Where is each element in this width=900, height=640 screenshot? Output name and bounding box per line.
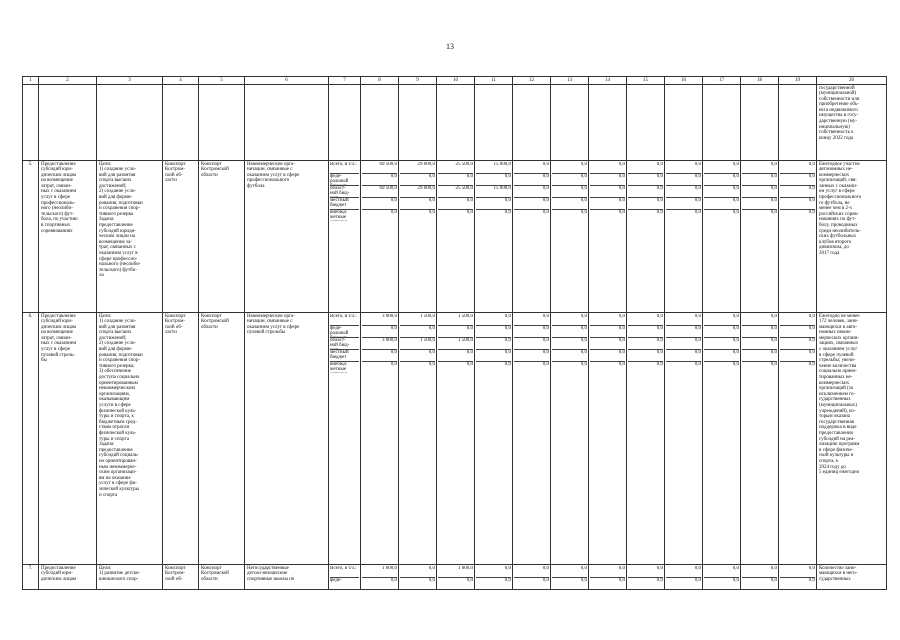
amount-value: 0,0: [808, 577, 815, 583]
amount-value: 0,0: [514, 350, 549, 362]
amount-value: 0,0: [552, 162, 587, 174]
header-cell-18: 18: [741, 77, 779, 85]
amount-value: 0,0: [514, 338, 549, 350]
header-cell-17: 17: [703, 77, 741, 85]
amount-value: 0,0: [704, 566, 739, 578]
amount-value: 25 500,0: [438, 186, 473, 198]
amount-value: 0,0: [742, 338, 777, 350]
responsible-executor: Комспорт Костром- ской об- ласти: [163, 313, 199, 565]
participants: Негосударственные детско-юношеские спортивные школы по: [245, 565, 329, 590]
amount-value: 0,0: [542, 577, 549, 583]
amount-value: 0,0: [466, 209, 473, 215]
amount-value: 0,0: [704, 174, 739, 186]
amount-value: 0,0: [666, 338, 701, 350]
amount-value: 0,0: [704, 162, 739, 174]
funding-source-label: феде-: [330, 577, 342, 583]
empty-cell: [23, 85, 39, 161]
amount-value: 0,0: [390, 209, 397, 215]
amount-value: 0,0: [466, 361, 473, 367]
amount-value: 29 000,0: [400, 162, 435, 174]
funding-source-label: внебюд- жетные: [330, 209, 348, 220]
amount-value: 0,0: [552, 338, 587, 350]
amount-value: 1 500,0: [400, 338, 435, 350]
amount-value: 0,0: [552, 186, 587, 198]
amount-value: 0,0: [400, 566, 435, 578]
header-cell-9: 9: [399, 77, 437, 85]
amount-cell: [703, 565, 741, 590]
amount-value: 0,0: [628, 186, 663, 198]
amount-value: 0,0: [400, 198, 435, 210]
amount-value: 0,0: [476, 338, 511, 350]
amount-value: 69 500,0: [362, 186, 397, 198]
amount-value: 0,0: [438, 350, 473, 362]
amount-value: 0,0: [770, 209, 777, 215]
participants: Некоммерческие орга- низации, связанные с оказанием услуг в сфере профессионального футбола: [245, 161, 329, 313]
amount-value: 0,0: [362, 174, 397, 186]
amount-value: 0,0: [542, 209, 549, 215]
empty-cell: [245, 85, 329, 161]
amount-value: 0,0: [628, 198, 663, 210]
empty-cell: [703, 85, 741, 161]
amount-cell: [361, 565, 399, 590]
amount-value: 0,0: [514, 198, 549, 210]
amount-value: 0,0: [580, 361, 587, 367]
funding-source-label: област- ной бюд-: [330, 186, 359, 198]
amount-value: 0,0: [618, 209, 625, 215]
amount-value: 0,0: [656, 577, 663, 583]
amount-value: 0,0: [514, 314, 549, 326]
coexecutor: Комспорт Костромской области: [199, 161, 245, 313]
header-cell-19: 19: [779, 77, 817, 85]
amount-cell: [513, 565, 551, 590]
amount-value: 0,0: [742, 314, 777, 326]
amount-cell: [475, 313, 513, 565]
amount-value: 0,0: [694, 577, 701, 583]
amount-value: 0,0: [514, 162, 549, 174]
funding-source-label: внебюд- жетные: [330, 361, 348, 372]
amount-value: 0,0: [504, 209, 511, 215]
amount-value: 0,0: [542, 361, 549, 367]
amount-cell: [741, 565, 779, 590]
empty-cell: [627, 85, 665, 161]
amount-value: 0,0: [742, 162, 777, 174]
empty-cell: [475, 85, 513, 161]
amount-value: 0,0: [628, 338, 663, 350]
amount-value: 0,0: [742, 198, 777, 210]
responsible-executor: Комспорт Костром- ской об-: [163, 565, 199, 590]
amount-cell: [589, 161, 627, 313]
amount-value: 1 500,0: [438, 338, 473, 350]
amount-value: 0,0: [704, 314, 739, 326]
amount-value: 0,0: [476, 350, 511, 362]
amount-value: 0,0: [666, 186, 701, 198]
expected-result: Количество зани- мающихся в него- сударственных: [817, 565, 887, 590]
amount-value: 0,0: [466, 577, 473, 583]
amount-value: 0,0: [590, 566, 625, 578]
budget-table: [22, 76, 887, 590]
amount-value: 0,0: [780, 338, 815, 350]
amount-cell: [589, 313, 627, 565]
amount-value: 0,0: [618, 577, 625, 583]
coexecutor: Комспорт Костромской области: [199, 565, 245, 590]
funding-source-label: феде- ральный: [330, 174, 359, 186]
amount-cell: [627, 565, 665, 590]
amount-value: 0,0: [628, 350, 663, 362]
amount-cell: [475, 161, 513, 313]
header-cell-10: 10: [437, 77, 475, 85]
amount-cell: [399, 565, 437, 590]
amount-value: 0,0: [552, 198, 587, 210]
header-cell-6: 6: [245, 77, 329, 85]
table-row: [23, 313, 887, 565]
empty-cell: [97, 85, 163, 161]
amount-cell: [551, 565, 589, 590]
amount-value: 0,0: [504, 577, 511, 583]
amount-cell: [779, 161, 817, 313]
amount-value: 0,0: [390, 361, 397, 367]
amount-value: 0,0: [552, 350, 587, 362]
amount-value: 1 500,0: [400, 314, 435, 326]
amount-value: 0,0: [362, 350, 397, 362]
amount-cell: [627, 161, 665, 313]
amount-value: 0,0: [742, 174, 777, 186]
participants: Некоммерческие орга- низации, связанные с оказанием услуг в сфере пулевой стрельбы: [245, 313, 329, 565]
amount-value: 0,0: [504, 361, 511, 367]
amount-value: 0,0: [732, 361, 739, 367]
header-cell-7: 7: [329, 77, 361, 85]
amount-value: 0,0: [580, 577, 587, 583]
amount-value: 0,0: [666, 350, 701, 362]
empty-cell: [589, 85, 627, 161]
amount-value: 0,0: [590, 314, 625, 326]
header-cell-8: 8: [361, 77, 399, 85]
amount-value: 0,0: [476, 314, 511, 326]
empty-cell: [513, 85, 551, 161]
amount-value: 0,0: [742, 326, 777, 338]
amount-value: 0,0: [780, 198, 815, 210]
amount-value: 0,0: [438, 326, 473, 338]
measure-name: Предоставление субсидий юри- дическим лицам: [39, 565, 97, 590]
amount-value: 0,0: [476, 566, 511, 578]
amount-value: 0,0: [694, 361, 701, 367]
amount-value: 1 000,0: [362, 566, 397, 578]
amount-value: 0,0: [704, 338, 739, 350]
funding-source-label: Всего, в т.ч.:: [330, 566, 359, 578]
empty-cell: [437, 85, 475, 161]
amount-value: 0,0: [770, 577, 777, 583]
header-cell-11: 11: [475, 77, 513, 85]
goal-text: Цели: 1) создание усло- вий для развития спорта высших достижений; 2) создание усло- вий для форми- рования, подготовки и сохранения спор- тивного резерва Задача: предоставление субсидий юриди- ческим лицам на возмещение за- трат, связанных с оказанием услуг в сфере профессио- нального (неолиби- тельского) футбо- ла: [97, 161, 163, 313]
amount-value: 0,0: [428, 361, 435, 367]
funding-sources: [329, 161, 361, 313]
header-cell-12: 12: [513, 77, 551, 85]
amount-value: 0,0: [438, 174, 473, 186]
funding-source-label: област- ной бюд-: [330, 338, 359, 350]
amount-value: 0,0: [808, 209, 815, 215]
amount-value: 0,0: [400, 326, 435, 338]
funding-source-label: Всего, в т.ч.:: [330, 314, 359, 326]
amount-value: 0,0: [780, 162, 815, 174]
amount-value: 0,0: [628, 566, 663, 578]
amount-value: 0,0: [780, 174, 815, 186]
header-cell-2: 2: [39, 77, 97, 85]
empty-cell: [665, 85, 703, 161]
amount-value: 1 500,0: [438, 314, 473, 326]
amount-value: 0,0: [390, 577, 397, 583]
amount-value: 0,0: [400, 174, 435, 186]
amount-value: 0,0: [742, 566, 777, 578]
measure-name: Предоставление субсидий юри- дическим лицам на возмещение затрат, связан- ных с оказанием услуг в сфере пулевой стрель- бы: [39, 313, 97, 565]
amount-value: 0,0: [590, 186, 625, 198]
amount-value: 0,0: [400, 350, 435, 362]
amount-cell: [703, 313, 741, 565]
amount-value: 0,0: [618, 361, 625, 367]
amount-value: 0,0: [780, 350, 815, 362]
amount-value: 1 000,0: [438, 566, 473, 578]
amount-value: 0,0: [362, 326, 397, 338]
funding-source-label: Всего, в т.ч.:: [330, 162, 359, 174]
amount-cell: [437, 313, 475, 565]
amount-value: 0,0: [628, 174, 663, 186]
expected-result: Ежегодно не менее 172 человек, зани- мающихся в авто- номных неком- мерческих органи- зациях, связанных с оказанием услуг в сфере пулевой стрельбы; увели- чение количества социально ориен- тированных не- коммерческих организаций (за исключением го- сударственных (муниципальных) учреждений), ко- торым оказана государственная поддержка в виде предоставления субсидий на реа- лизацию программ в сфере физиче- ской культуры и спорта, к 2024 году до 5 единиц ежегодно: [817, 313, 887, 565]
measure-name: Предоставление субсидий юри- дическим лицам на возмещение затрат, связан- ных с оказанием услуг в сфере профессиональ- ного (неолиби- тельского) фут- бола, по участию в спортивных соревнованиях: [39, 161, 97, 313]
amount-cell: [589, 565, 627, 590]
amount-value: 0,0: [666, 162, 701, 174]
amount-cell: [513, 313, 551, 565]
amount-value: 25 500,0: [438, 162, 473, 174]
amount-value: 0,0: [476, 174, 511, 186]
amount-value: 3 000,0: [362, 338, 397, 350]
amount-value: 0,0: [590, 174, 625, 186]
amount-value: 29 000,0: [400, 186, 435, 198]
page-number: 13: [446, 42, 454, 51]
amount-cell: [551, 313, 589, 565]
amount-value: 0,0: [514, 174, 549, 186]
amount-value: 0,0: [780, 314, 815, 326]
amount-value: 0,0: [428, 577, 435, 583]
empty-cell: [399, 85, 437, 161]
row-number: 6.: [23, 313, 39, 565]
amount-cell: [475, 565, 513, 590]
amount-value: 0,0: [666, 566, 701, 578]
amount-value: 0,0: [590, 162, 625, 174]
amount-cell: [665, 161, 703, 313]
amount-value: 0,0: [552, 174, 587, 186]
header-cell-5: 5: [199, 77, 245, 85]
amount-value: 0,0: [732, 209, 739, 215]
empty-cell: [779, 85, 817, 161]
amount-cell: [779, 565, 817, 590]
empty-cell: [551, 85, 589, 161]
empty-cell: [329, 85, 361, 161]
amount-value: 0,0: [514, 326, 549, 338]
amount-value: 15 000,0: [476, 162, 511, 174]
amount-value: 3 000,0: [362, 314, 397, 326]
amount-value: 0,0: [590, 338, 625, 350]
amount-value: 0,0: [780, 326, 815, 338]
empty-cell: [361, 85, 399, 161]
amount-value: 0,0: [476, 326, 511, 338]
amount-cell: [665, 313, 703, 565]
amount-cell: [779, 313, 817, 565]
amount-value: 0,0: [808, 361, 815, 367]
amount-cell: [513, 161, 551, 313]
row-number: 7.: [23, 565, 39, 590]
empty-cell: [741, 85, 779, 161]
header-cell-20: 20: [817, 77, 887, 85]
funding-source-label: феде- ральный: [330, 326, 359, 338]
amount-value: 0,0: [580, 209, 587, 215]
amount-value: 0,0: [732, 577, 739, 583]
amount-cell: [627, 313, 665, 565]
header-cell-15: 15: [627, 77, 665, 85]
amount-value: 0,0: [514, 566, 549, 578]
amount-cell: [399, 161, 437, 313]
amount-value: 0,0: [590, 198, 625, 210]
amount-cell: [399, 313, 437, 565]
amount-cell: [437, 565, 475, 590]
header-cell-4: 4: [163, 77, 199, 85]
amount-value: 0,0: [742, 350, 777, 362]
amount-value: 0,0: [666, 198, 701, 210]
amount-value: 0,0: [656, 361, 663, 367]
amount-value: 0,0: [438, 198, 473, 210]
amount-cell: [361, 161, 399, 313]
funding-source-label: местный бюджет: [330, 350, 359, 362]
header-row: [23, 77, 887, 85]
funding-source-label: местный бюджет: [330, 198, 359, 210]
amount-value: 0,0: [428, 209, 435, 215]
amount-value: 0,0: [362, 198, 397, 210]
header-cell-14: 14: [589, 77, 627, 85]
responsible-executor: Комспорт Костром- ской об- ласти: [163, 161, 199, 313]
amount-cell: [703, 161, 741, 313]
amount-value: 0,0: [780, 566, 815, 578]
amount-value: 0,0: [666, 174, 701, 186]
amount-value: 0,0: [666, 314, 701, 326]
amount-value: 0,0: [514, 186, 549, 198]
header-cell-16: 16: [665, 77, 703, 85]
amount-value: 0,0: [704, 198, 739, 210]
amount-value: 0,0: [552, 326, 587, 338]
empty-cell: [39, 85, 97, 161]
empty-cell: [199, 85, 245, 161]
continuation-note: государственной (муниципальной) собственности или приобретение объ- екта недвижимого имущества в госу- дарственную (му- ниципальную) собственность к концу 2022 года: [817, 85, 887, 161]
amount-value: 0,0: [704, 350, 739, 362]
funding-sources: [329, 313, 361, 565]
amount-cell: [437, 161, 475, 313]
amount-cell: [741, 161, 779, 313]
amount-value: 15 000,0: [476, 186, 511, 198]
table-row: [23, 161, 887, 313]
amount-value: 0,0: [628, 162, 663, 174]
amount-value: 0,0: [704, 326, 739, 338]
header-cell-3: 3: [97, 77, 163, 85]
amount-value: 0,0: [770, 361, 777, 367]
amount-cell: [551, 161, 589, 313]
amount-value: 0,0: [628, 314, 663, 326]
expected-result: Ежегодное участие автономных не- коммерческих организаций, свя- занных с оказани- ем услуг в сфере профессионального го футбола, не менее чем в 2-х российских сорев- нованиях по фут- болу, проводимых среди неолибитель- ских футбольных клубов второго дивизиона, до 2017 года: [817, 161, 887, 313]
amount-value: 0,0: [552, 566, 587, 578]
amount-value: 0,0: [780, 186, 815, 198]
header-cell-1: 1: [23, 77, 39, 85]
row-number: 5.: [23, 161, 39, 313]
amount-value: 0,0: [666, 326, 701, 338]
funding-sources: [329, 565, 361, 590]
amount-cell: [665, 565, 703, 590]
amount-value: 0,0: [552, 314, 587, 326]
coexecutor: Комспорт Костромской области: [199, 313, 245, 565]
amount-value: 0,0: [590, 326, 625, 338]
empty-cell: [163, 85, 199, 161]
continuation-row: [23, 85, 887, 161]
amount-cell: [741, 313, 779, 565]
amount-value: 0,0: [742, 186, 777, 198]
amount-cell: [361, 313, 399, 565]
amount-value: 0,0: [476, 198, 511, 210]
amount-value: 69 500,0: [362, 162, 397, 174]
amount-value: 0,0: [628, 326, 663, 338]
goal-text: Цели: 1) развитие детско- юношеского спор-: [97, 565, 163, 590]
amount-value: 0,0: [590, 350, 625, 362]
goal-text: Цели: 1) создание усло- вий для развития спорта высших достижений; 2) создание усло- вий для форми- рования, подготовки и сохранения спор- тивного резерва; 3) обеспечение доступа социально ориентированным некоммерческим организациям, оказывающим услуги в сфере физической куль- туры и спорта, к бюджетным сред- ствам отрасли физической куль- туры и спорта Задача: предоставление субсидий социаль- но ориентирован- ным некоммерче- ским организаци- ям на оказание услуг в сфере фи- зической культуры и спорта: [97, 313, 163, 565]
header-cell-13: 13: [551, 77, 589, 85]
amount-value: 0,0: [656, 209, 663, 215]
table-row: [23, 565, 887, 590]
amount-value: 0,0: [704, 186, 739, 198]
amount-value: 0,0: [694, 209, 701, 215]
